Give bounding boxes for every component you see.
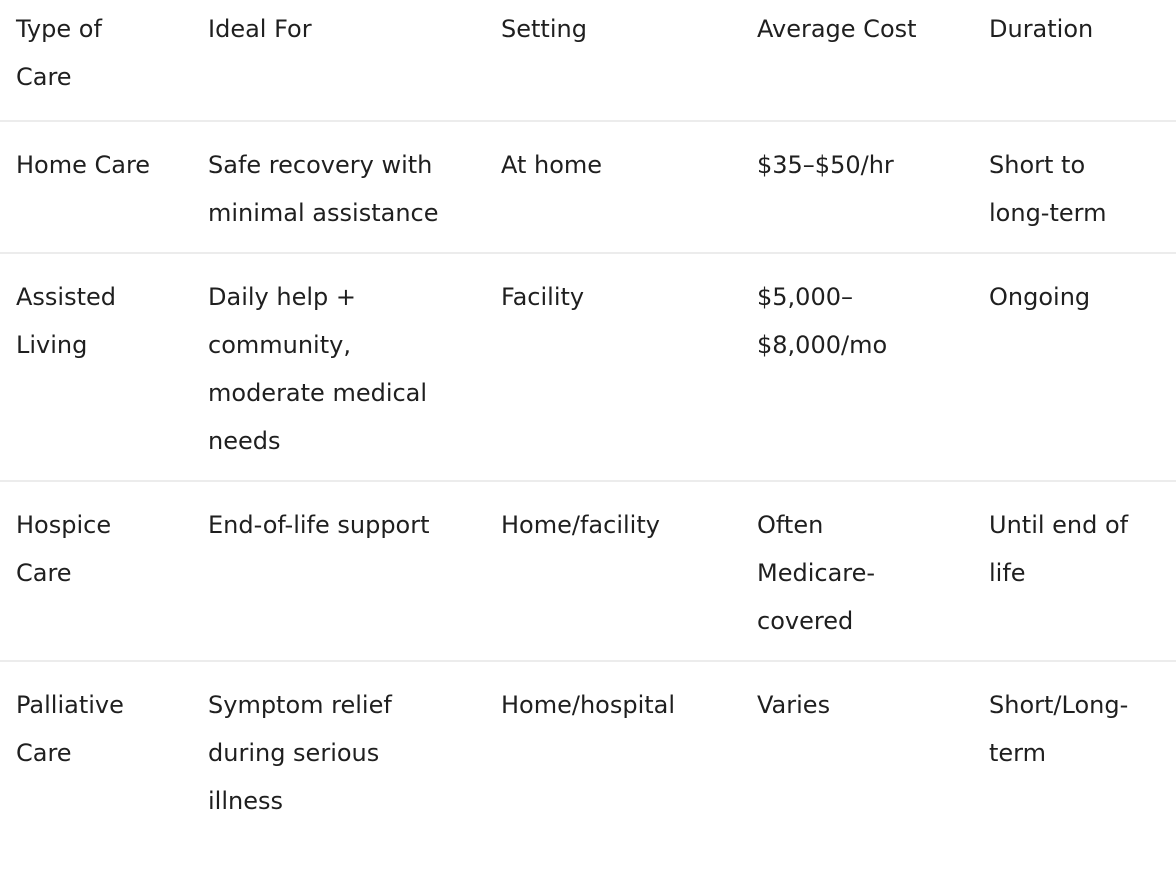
cell-average-cost: $5,000–$8,000/mo	[757, 283, 888, 359]
table-body	[0, 121, 1176, 840]
cell-duration: Until end of life	[989, 511, 1129, 587]
cell-setting: Home/facility	[501, 511, 660, 539]
cell-duration: Short to long-term	[989, 151, 1107, 227]
cell-ideal-for: End-of-life support	[208, 511, 430, 539]
header-type-of-care: Type of Care	[16, 15, 102, 91]
header-ideal-for: Ideal For	[208, 15, 312, 43]
header-duration: Duration	[989, 15, 1094, 43]
cell-ideal-for: Daily help + community, moderate medical needs	[208, 283, 428, 455]
table-row	[0, 661, 1176, 840]
cell-duration: Ongoing	[989, 283, 1091, 311]
cell-average-cost: Varies	[757, 691, 831, 719]
cell-setting: Facility	[501, 283, 585, 311]
cell-duration: Short/Long-term	[989, 691, 1129, 767]
header-setting: Setting	[501, 15, 587, 43]
cell-type-of-care: Home Care	[16, 151, 151, 179]
cell-average-cost: $35–$50/hr	[757, 151, 894, 179]
cell-ideal-for: Safe recovery with minimal assistance	[208, 151, 439, 227]
table-header	[0, 0, 1176, 121]
cell-ideal-for: Symptom relief during serious illness	[208, 691, 392, 815]
cell-setting: Home/hospital	[501, 691, 676, 719]
cell-type-of-care: Assisted Living	[16, 283, 117, 359]
cell-type-of-care: Hospice Care	[16, 511, 112, 587]
header-average-cost: Average Cost	[757, 15, 917, 43]
table-row	[0, 121, 1176, 253]
cell-type-of-care: Palliative Care	[16, 691, 124, 767]
cell-average-cost: Often Medicare-covered	[757, 511, 876, 635]
table-row	[0, 481, 1176, 661]
table-row	[0, 253, 1176, 481]
cell-setting: At home	[501, 151, 603, 179]
header-row	[0, 0, 1176, 121]
